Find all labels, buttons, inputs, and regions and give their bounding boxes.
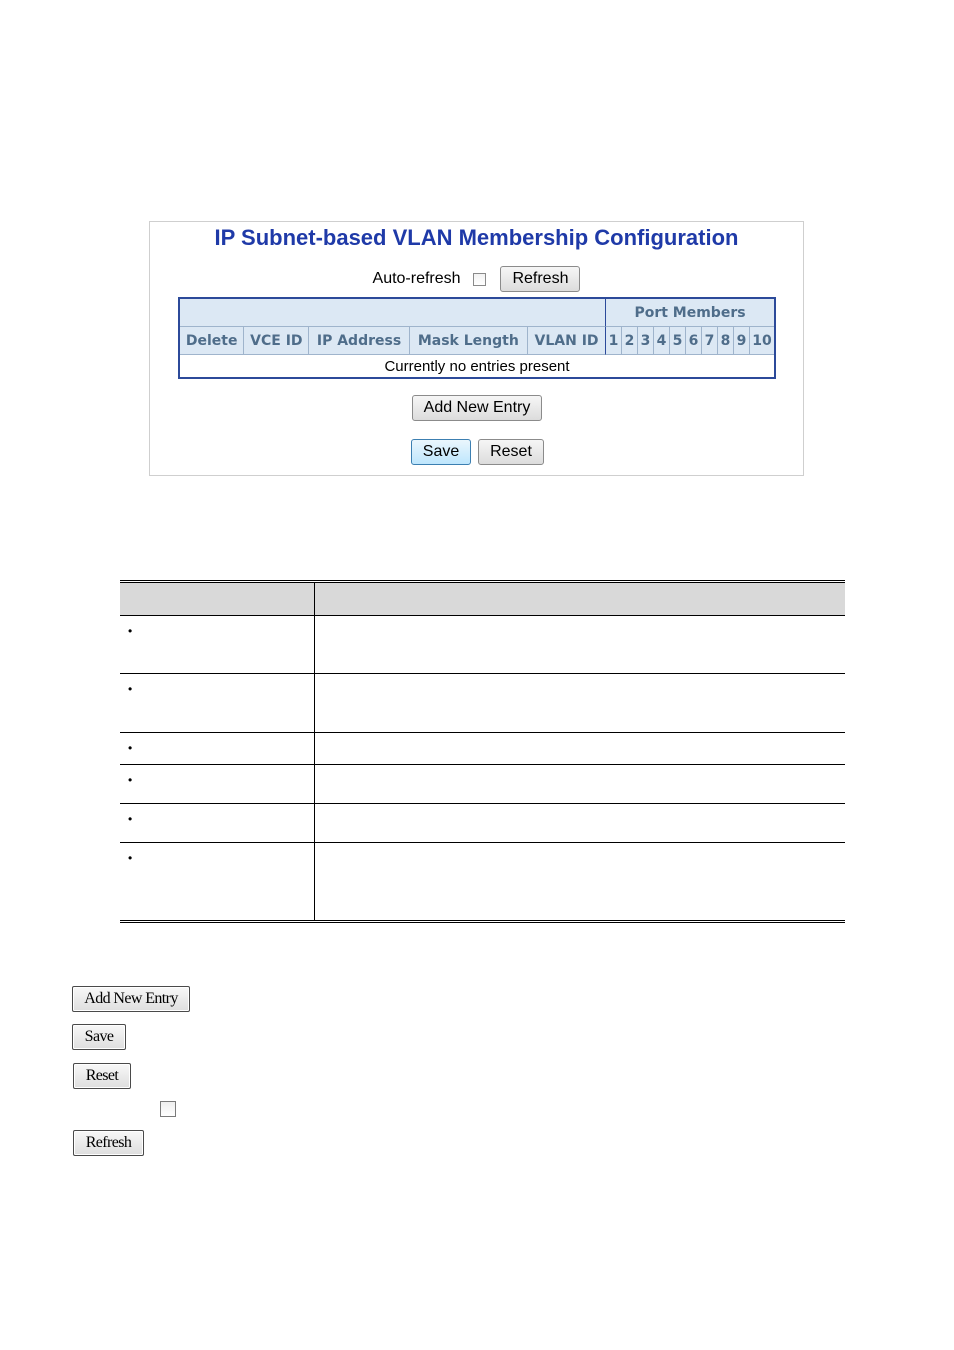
bullet: • — [128, 682, 133, 696]
description-cell — [315, 804, 846, 843]
column-header-vlan-id: VLAN ID — [528, 327, 606, 355]
port-header-10: 10 — [750, 327, 774, 355]
bullet: • — [128, 812, 133, 826]
legend-save-button[interactable]: Save — [72, 1024, 126, 1050]
auto-refresh-checkbox[interactable] — [473, 273, 486, 286]
object-cell — [120, 765, 315, 804]
bullet: • — [128, 624, 133, 638]
vlan-membership-table — [178, 297, 776, 379]
refresh-row — [150, 266, 803, 294]
object-cell — [120, 843, 315, 922]
port-header-3: 3 — [638, 327, 654, 355]
auto-refresh-label: Auto-refresh — [372, 270, 461, 287]
port-header-2: 2 — [622, 327, 638, 355]
object-cell — [120, 616, 315, 674]
port-header-1: 1 — [606, 327, 622, 355]
object-column-header — [120, 582, 315, 616]
object-cell — [120, 804, 315, 843]
table-row — [120, 843, 845, 922]
legend-add-new-entry-button[interactable]: Add New Entry — [72, 986, 190, 1012]
reset-button[interactable]: Reset — [478, 439, 544, 465]
table-row — [120, 765, 845, 804]
column-header-delete: Delete — [180, 327, 244, 355]
refresh-button[interactable]: Refresh — [500, 266, 580, 292]
table-group-spacer — [180, 299, 606, 327]
port-members-header: Port Members — [606, 299, 774, 327]
table-row — [120, 804, 845, 843]
description-table — [120, 580, 845, 923]
description-column-header — [315, 582, 846, 616]
port-header-8: 8 — [718, 327, 734, 355]
table-row — [120, 674, 845, 733]
description-cell — [315, 765, 846, 804]
description-cell — [315, 733, 846, 765]
object-cell — [120, 674, 315, 733]
save-button[interactable]: Save — [411, 439, 471, 465]
table-row — [120, 733, 845, 765]
config-panel — [149, 221, 804, 476]
port-header-5: 5 — [670, 327, 686, 355]
column-header-vce-id: VCE ID — [244, 327, 309, 355]
bullet: • — [128, 851, 133, 865]
legend-refresh-button[interactable]: Refresh — [73, 1130, 144, 1156]
page-title: IP Subnet-based VLAN Membership Configuration — [214, 225, 739, 250]
bullet: • — [128, 773, 133, 787]
description-cell — [315, 674, 846, 733]
port-header-4: 4 — [654, 327, 670, 355]
column-header-ip-address: IP Address — [309, 327, 409, 355]
table-row — [120, 616, 845, 674]
bullet: • — [128, 741, 133, 755]
empty-table-message: Currently no entries present — [180, 355, 774, 377]
port-header-6: 6 — [686, 327, 702, 355]
table-row — [180, 355, 774, 377]
add-new-entry-button[interactable]: Add New Entry — [412, 395, 542, 421]
description-cell — [315, 616, 846, 674]
legend-auto-refresh-checkbox[interactable] — [160, 1101, 176, 1117]
legend-reset-button[interactable]: Reset — [73, 1063, 131, 1089]
object-cell — [120, 733, 315, 765]
port-header-9: 9 — [734, 327, 750, 355]
description-cell — [315, 843, 846, 922]
description-header-row — [120, 582, 845, 616]
table-column-header-row — [180, 327, 774, 355]
description-table-container — [120, 580, 845, 923]
column-header-mask-length: Mask Length — [410, 327, 528, 355]
table-group-header-row — [180, 299, 774, 327]
port-header-7: 7 — [702, 327, 718, 355]
